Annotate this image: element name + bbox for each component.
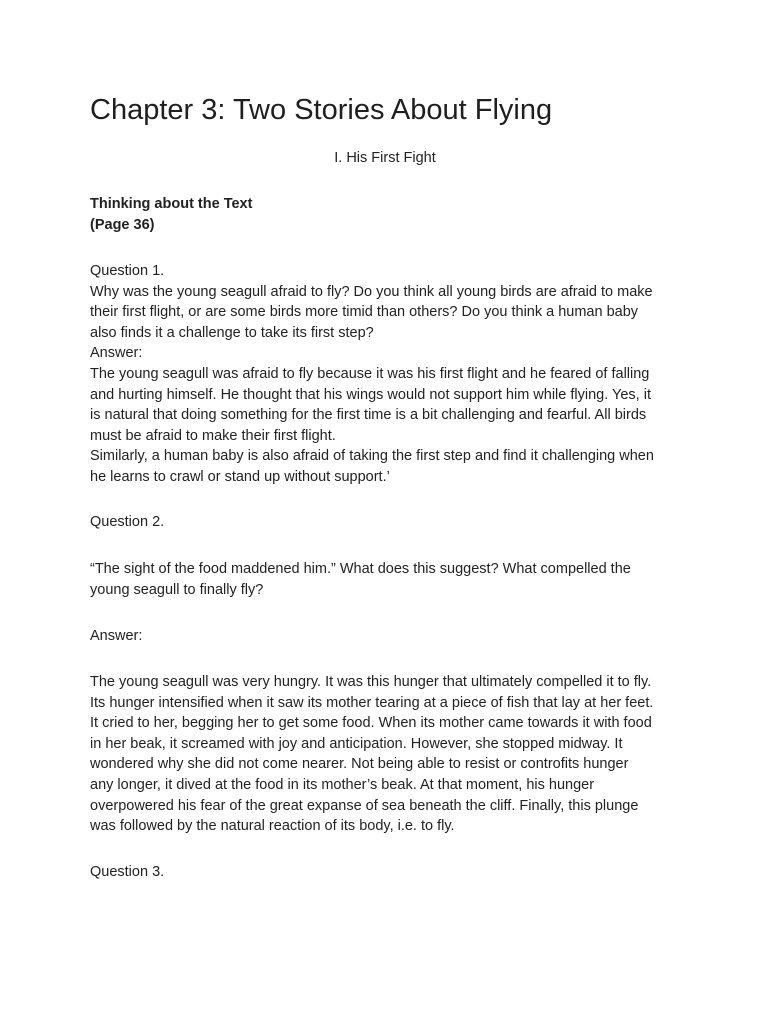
question-2-label-block — [90, 512, 682, 533]
question-1-text-line: also finds it a challenge to take its first step? — [90, 324, 374, 341]
question-2-text-block — [90, 559, 682, 600]
answer-2-text-line: It cried to her, begging her to get some food. When its mother came towards it with food — [90, 715, 652, 732]
answer-2-text-line: overpowered his fear of the great expanse of sea beneath the cliff. Finally, this plunge — [90, 797, 639, 814]
question-2-text-line: “The sight of the food maddened him.” What does this suggest? What compelled the — [90, 561, 631, 577]
answer-2-text-line: was followed by the natural reaction of its body, i.e. to fly. — [90, 818, 455, 835]
answer-1-text-line: is natural that doing something for the first time is a bit challenging and fearful. All birds — [90, 407, 647, 424]
answer-2-text-block — [90, 672, 682, 837]
question-1-text-line: Why was the young seagull afraid to fly? Do you think all young birds are afraid to make — [90, 283, 653, 300]
question-1-label: Question 1. — [90, 263, 165, 279]
question-3-label-block — [90, 862, 682, 883]
question-1-block — [90, 261, 682, 488]
question-1-text-line: their first flight, or are some birds more timid than others? Do you think a human baby — [90, 304, 639, 321]
answer-1-text-line: The young seagull was afraid to fly because it was his first flight and he feared of falling — [90, 365, 650, 382]
answer-2-text-line: The young seagull was very hungry. It was this hunger that ultimately compelled it to fly. — [90, 674, 652, 690]
answer-1-text-line: must be afraid to make their first flight. — [90, 427, 336, 444]
section-heading-block — [90, 194, 682, 235]
answer-1-text-line: and hurting himself. He thought that his wings would not support him while flying. Yes, it — [90, 386, 651, 403]
answer-1-label: Answer: — [90, 345, 143, 362]
answer-2-label: Answer: — [90, 628, 143, 644]
answer-1-text-line: Similarly, a human baby is also afraid of taking the first step and find it challenging when — [90, 448, 654, 465]
answer-2-text-line: in her beak, it screamed with joy and anticipation. However, she stopped midway. It — [90, 735, 623, 752]
answer-2-label-block — [90, 626, 682, 647]
section-heading: Thinking about the Text — [90, 196, 253, 212]
question-3-label: Question 3. — [90, 864, 165, 880]
answer-2-text-line: Its hunger intensified when it saw its mother tearing at a piece of fish that lay at her feet. — [90, 694, 654, 711]
page-title: Chapter 3: Two Stories About Flying — [90, 94, 553, 126]
question-2-text-line: young seagull to finally fly? — [90, 581, 264, 598]
answer-2-text-line: wondered why she did not come nearer. Not being able to resist or controfits hunger — [90, 756, 629, 773]
section-subtitle: I. His First Fight — [334, 150, 436, 166]
answer-1-text-line: he learns to crawl or stand up without support.’ — [90, 468, 390, 485]
question-2-label: Question 2. — [90, 514, 165, 530]
section-page-ref: (Page 36) — [90, 216, 155, 233]
answer-2-text-line: any longer, it dived at the food in its mother’s beak. At that moment, his hunger — [90, 776, 595, 793]
